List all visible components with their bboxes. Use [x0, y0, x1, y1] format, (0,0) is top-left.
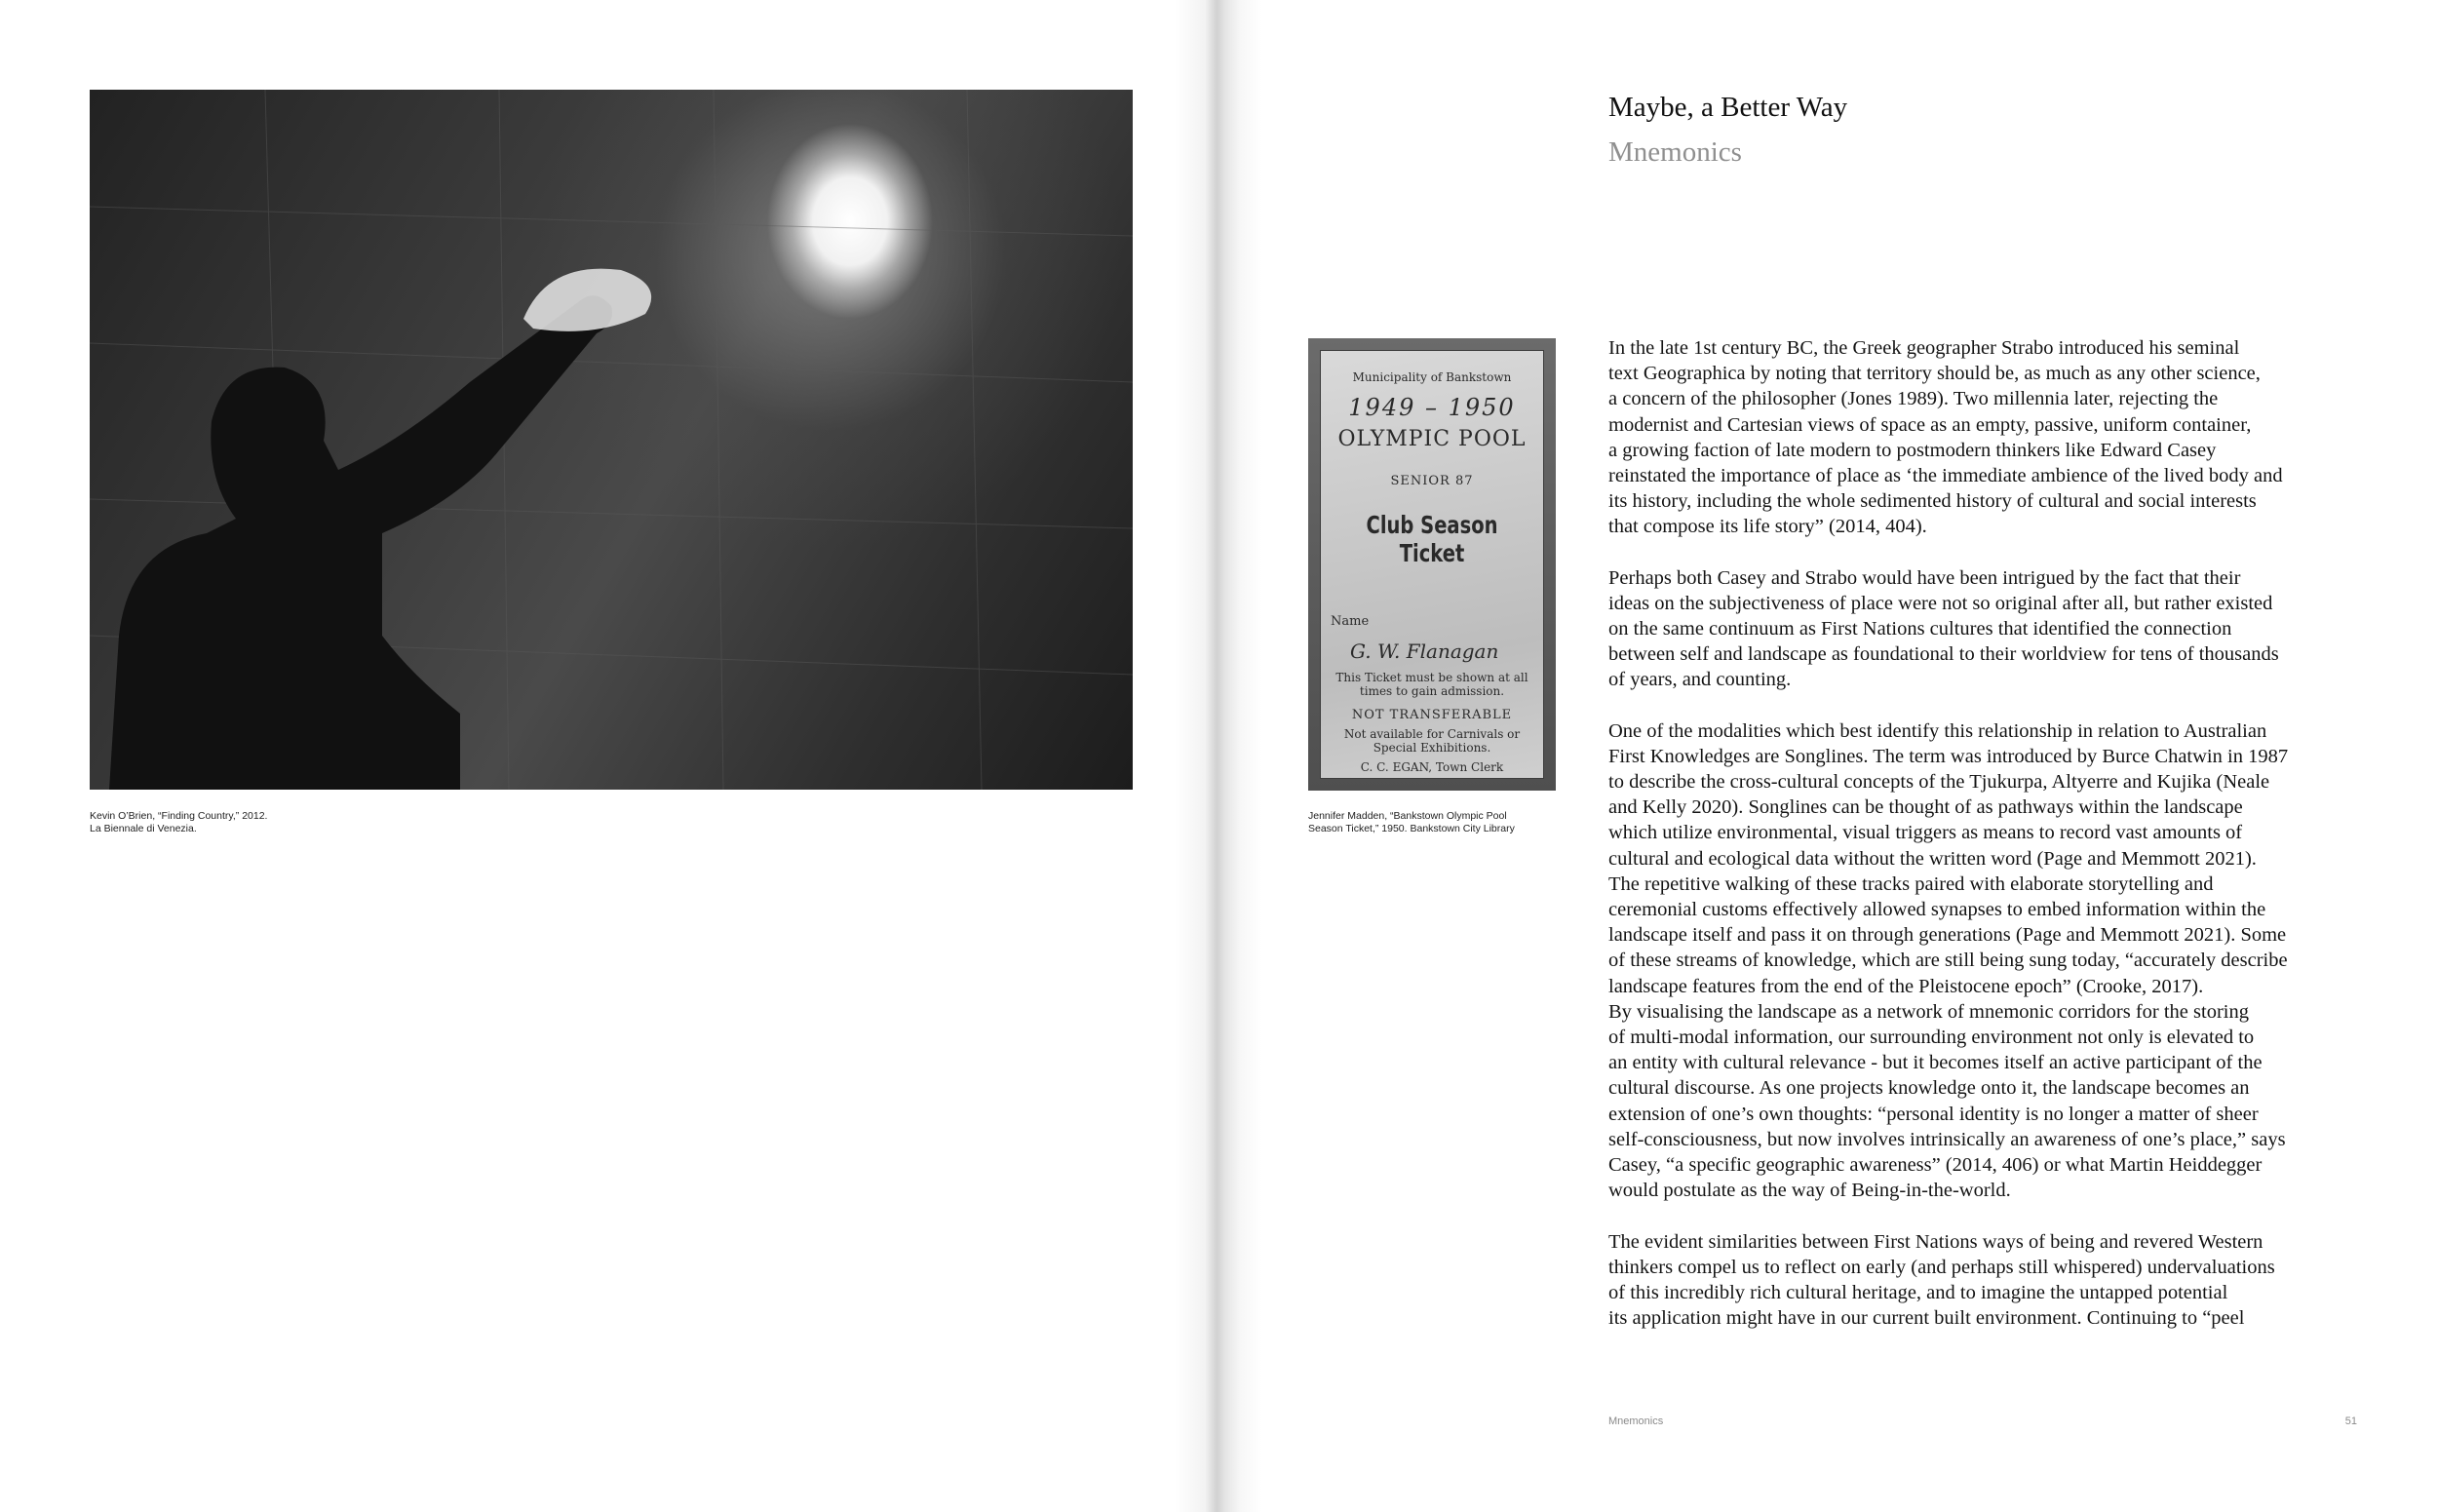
- photo-person-spray-flame-icon: [90, 90, 1133, 790]
- photo-kevin-obrien: [90, 90, 1133, 790]
- paragraph-1: [1608, 335, 2369, 540]
- text-line: of multi-modal information, our surrounding environment not only is elevated to: [1608, 1027, 2255, 1049]
- text-line: landscape features from the end of the Pleistocene epoch” (Crooke, 2017).: [1608, 975, 2204, 997]
- text-line: Casey, “a specific geographic awareness” (2014, 406) or what Martin Heiddegger: [1608, 1154, 2263, 1177]
- text-line: self-consciousness, but now involves intrinsically an awareness of one’s place,” says: [1608, 1128, 2286, 1150]
- text-line: modernist and Cartesian views of space as an empty, passive, uniform container,: [1608, 413, 2252, 436]
- page-number: 51: [2344, 1415, 2357, 1427]
- text-line: text Geographica by noting that territory should be, as much as any other science,: [1608, 363, 2261, 385]
- ticket-carnivals: Not available for Carnivals or Special Exhibitions.: [1343, 727, 1521, 755]
- text-line: thinkers compel us to reflect on early (and perhaps still whispered) undervaluations: [1608, 1256, 2275, 1278]
- ticket-municipality: Municipality of Bankstown: [1352, 370, 1512, 384]
- text-line: a concern of the philosopher (Jones 1989). Two millennia later, rejecting the: [1608, 388, 2219, 410]
- text-line: extension of one’s own thoughts: “personal identity is no longer a matter of sheer: [1608, 1103, 2259, 1125]
- text-line: In the late 1st century BC, the Greek geographer Strabo introduced his seminal: [1608, 337, 2240, 359]
- text-line: First Knowledges are Songlines. The term was introduced by Burce Chatwin in 1987: [1608, 745, 2289, 767]
- text-line: an entity with cultural relevance - but it becomes itself an active participant of the: [1608, 1052, 2263, 1074]
- text-line: cultural discourse. As one projects knowledge onto it, the landscape becomes an: [1608, 1077, 2250, 1100]
- ticket-not-transferable: NOT TRANSFERABLE: [1351, 708, 1513, 722]
- text-line: of these streams of knowledge, which are still being sung today, “accurately describe: [1608, 950, 2288, 972]
- text-line: its application might have in our current built environment. Continuing to “peel: [1608, 1307, 2245, 1330]
- body-text: [1608, 335, 2369, 1331]
- text-line: of years, and counting.: [1608, 669, 1792, 691]
- running-head: Mnemonics: [1608, 1415, 1664, 1427]
- text-line: a growing faction of late modern to postmodern thinkers like Edward Casey: [1608, 439, 2217, 461]
- text-line: ideas on the subjectiveness of place were not so original after all, but rather existed: [1608, 592, 2273, 614]
- text-line: of this incredibly rich cultural heritage, and to imagine the untapped potential: [1608, 1281, 2228, 1303]
- left-page: [0, 0, 1214, 1512]
- text-line: cultural and ecological data without the written word (Page and Memmott 2021).: [1608, 847, 2257, 870]
- ticket-card: [1320, 350, 1544, 779]
- text-line: which utilize environmental, visual triggers as means to record vast amounts of: [1608, 822, 2243, 844]
- photo-caption-line: Kevin O’Brien, “Finding Country,” 2012.: [90, 810, 268, 822]
- text-line: on the same continuum as First Nations cultures that identified the connection: [1608, 618, 2232, 640]
- text-line: The repetitive walking of these tracks paired with elaborate storytelling and: [1608, 872, 2214, 895]
- paragraph-4: [1608, 1229, 2369, 1332]
- page-subtitle: Mnemonics: [1608, 136, 1742, 168]
- photo-caption: [90, 810, 267, 835]
- photo-caption-line: La Biennale di Venezia.: [90, 823, 197, 834]
- ticket-clerk: C. C. EGAN, Town Clerk: [1360, 760, 1504, 774]
- ticket-years: 1949 – 1950: [1348, 394, 1516, 421]
- ticket-signature: G. W. Flanagan: [1350, 640, 1499, 663]
- paragraph-3: [1608, 718, 2369, 1204]
- ticket-senior: SENIOR 87: [1390, 474, 1474, 488]
- ticket-club: Club Season Ticket: [1366, 511, 1498, 567]
- text-line: ceremonial customs effectively allowed synapses to embed information within the: [1608, 899, 2266, 921]
- text-line: One of the modalities which best identify this relationship in relation to Australian: [1608, 719, 2267, 742]
- paragraph-2: [1608, 565, 2369, 693]
- ticket-caption-line: Jennifer Madden, “Bankstown Olympic Pool: [1308, 810, 1507, 822]
- ticket-caption-line: Season Ticket,” 1950. Bankstown City Library: [1308, 823, 1515, 834]
- text-line: between self and landscape as foundational to their worldview for tens of thousands: [1608, 643, 2279, 666]
- text-line: reinstated the importance of place as ‘the immediate ambience of the lived body and: [1608, 465, 2283, 487]
- text-line: Perhaps both Casey and Strabo would have been intrigued by the fact that their: [1608, 566, 2241, 589]
- text-line: that compose its life story” (2014, 404).: [1608, 516, 1927, 538]
- text-line: its history, including the whole sedimented history of cultural and social interests: [1608, 490, 2257, 513]
- ticket-image: [1308, 338, 1556, 791]
- ticket-caption: [1308, 810, 1515, 835]
- ticket-name-label: Name: [1331, 614, 1370, 629]
- text-line: The evident similarities between First Nations ways of being and revered Western: [1608, 1230, 2263, 1253]
- page-title: Maybe, a Better Way: [1608, 92, 1848, 123]
- text-line: would postulate as the way of Being-in-the-world.: [1608, 1180, 2011, 1202]
- text-line: and Kelly 2020). Songlines can be thought of as pathways within the landscape: [1608, 796, 2243, 819]
- text-line: landscape itself and pass it on through generations (Page and Memmott 2021). Some: [1608, 924, 2287, 947]
- text-line: By visualising the landscape as a network of mnemonic corridors for the storing: [1608, 1000, 2249, 1023]
- ticket-pool: OLYMPIC POOL: [1337, 427, 1527, 451]
- text-line: to describe the cross-cultural concepts of the Tjukurpa, Altyerre and Kujika (Neale: [1608, 771, 2270, 794]
- ticket-must-show: This Ticket must be shown at all times to gain admission.: [1335, 671, 1528, 698]
